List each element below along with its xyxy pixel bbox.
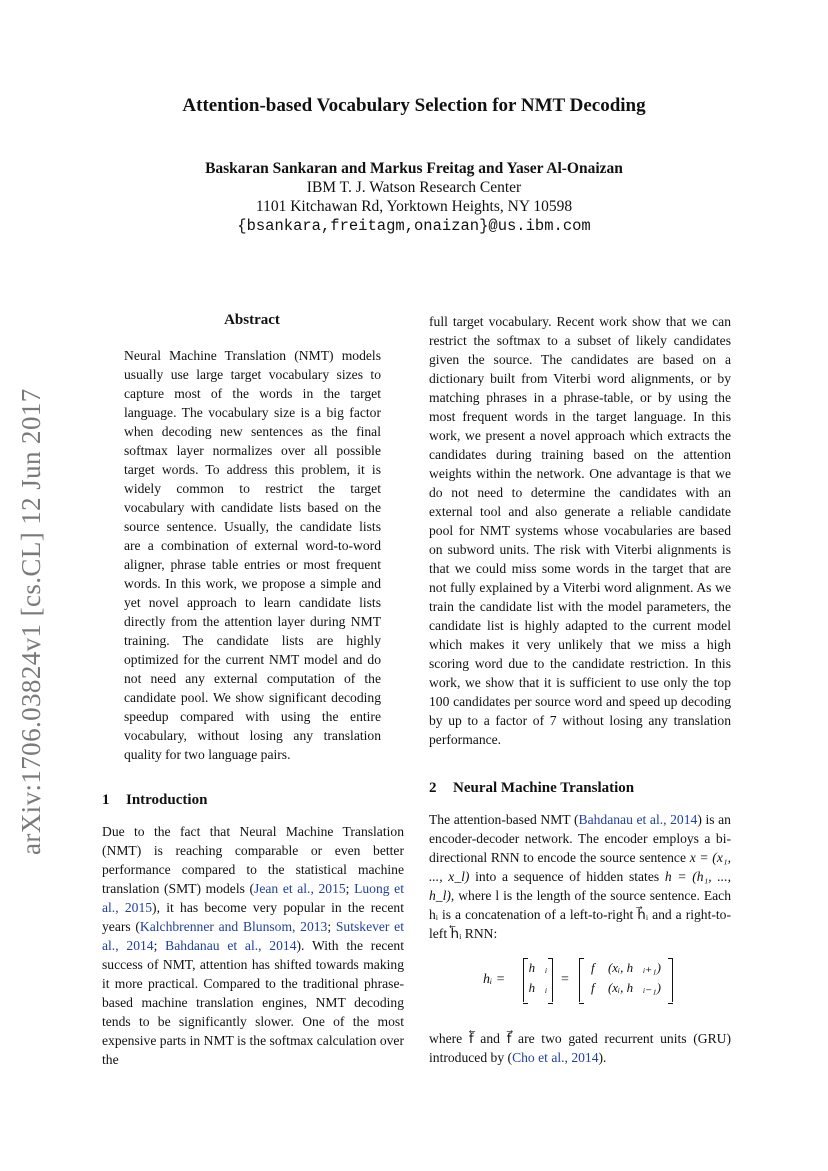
section-2-paragraph-2 xyxy=(429,1029,731,1067)
section-1-paragraph xyxy=(102,822,404,1069)
math-inline: h = (h₁, ..., h_l) xyxy=(429,869,731,903)
matrix-left xyxy=(523,958,553,1002)
affiliation-address: 1101 Kitchawan Rd, Yorktown Heights, NY 10598 xyxy=(255,198,573,215)
text-run: into a sequence of hidden states xyxy=(469,869,665,884)
arxiv-stamp: arXiv:1706.03824v1 [cs.CL] 12 Jun 2017 xyxy=(16,388,46,855)
equation-lhs: hᵢ = xyxy=(483,972,506,987)
section-2-heading xyxy=(429,780,634,797)
section-number: 1 xyxy=(102,792,110,808)
matrix-cell: f⃗ (xᵢ, h⃗ᵢ₋₁) xyxy=(590,980,661,995)
right-column-paragraph: full target vocabulary. Recent work show that we can restrict the softmax to a subset of likely candidates given the source. The candidates are based on a dictionary built from Viterbi word alignments, or by matching phrases in a phrase-table, or by using the most frequent words in the target language. In this work, we present a novel approach which extracts the candidates during training based on the attention weights within the network. One advantage is that we do not need to determine the candidates with an external tool and also generate a reliable candidate pool for NMT systems whose vocabularies are based on subword units. The risk with Viterbi alignments is that we could miss some words in the target that are not fully explained by a Viterbi word alignment. As we train the candidate list with the model parameters, the candidate list is highly adapted to the current model which makes it very unlikely that we miss a high scoring word due to the candidate restriction. In this work, we show that it is sufficient to use only the top 100 candidates per source word and speed up decoding by up to a factor of 7 without losing any translation performance. xyxy=(429,314,731,747)
citation-link[interactable]: Cho et al., 2014 xyxy=(512,1050,599,1065)
text-run: ; xyxy=(327,919,336,934)
section-2-paragraph xyxy=(429,810,731,943)
text-run: , where l is the length of the source sentence. Each hᵢ is a concatenation of a left-to-right h⃗ᵢ and a right-to-left h⃖ᵢ RNN: xyxy=(429,888,731,941)
affiliation-institution: IBM T. J. Watson Research Center xyxy=(306,179,522,196)
equals-sign: = xyxy=(561,972,569,987)
citation-link[interactable]: Bahdanau et al., 2014 xyxy=(578,812,698,827)
citation-link[interactable]: Bahdanau et al., 2014 xyxy=(165,938,297,953)
matrix-right xyxy=(579,958,673,1002)
citation-link[interactable]: Jean et al., 2015 xyxy=(254,881,346,896)
paper-title: Attention-based Vocabulary Selection for NMT Decoding xyxy=(182,95,646,116)
matrix-cell: h⃖ᵢ xyxy=(528,960,548,975)
author-list: Baskaran Sankaran and Markus Freitag and Yaser Al-Onaizan xyxy=(205,160,623,177)
abstract-text: Neural Machine Translation (NMT) models usually use large target vocabulary sizes to capture most of the words in the target language. The vocabulary size is a big factor when decoding new sentences as the final softmax layer normalizes over all possible target words. To address this problem, it is widely common to restrict the target vocabulary with candidate lists based on the source sentence. Usually, the candidate lists are a combination of external word-to-word aligner, phrase table entries or most frequent words. In this work, we propose a simple and yet novel approach to learn candidate lists directly from the attention layer during NMT training. The candidate lists are highly optimized for the current NMT model and do not need any external computation of the candidate pool. We show significant decoding speedup compared with using the entire vocabulary, without losing any translation quality for two language pairs. xyxy=(124,348,381,762)
abstract-heading: Abstract xyxy=(224,312,280,328)
citation-link[interactable]: Luong et al., 2015 xyxy=(102,881,404,915)
section-1-heading xyxy=(102,792,207,809)
text-run: where f⃖ and f⃗ are two gated recurrent units (GRU) introduced by ( xyxy=(429,1031,731,1065)
text-run: ), it has become very popular in the recent years ( xyxy=(102,900,404,934)
text-run: ). xyxy=(598,1050,607,1065)
text-run: The attention-based NMT ( xyxy=(429,812,579,827)
equation-hidden-state xyxy=(429,956,731,1006)
text-run: Due to the fact that Neural Machine Translation (NMT) is reaching comparable or even better performance compared to the statistical machine translation (SMT) models ( xyxy=(102,824,404,896)
matrix-cell: h⃗ᵢ xyxy=(528,980,548,995)
section-title: Introduction xyxy=(126,792,208,808)
text-run: ) is an encoder-decoder network. The encoder employs a bi-directional RNN to encode the source sentence xyxy=(429,812,731,865)
math-inline: x = (x₁, ..., x_l) xyxy=(429,850,731,884)
section-title: Neural Machine Translation xyxy=(453,780,635,796)
text-run: ). With the recent success of NMT, attention has shifted towards making it more practical. Compared to the traditional phrase-based machine translation engines, NMT decoding tends to be significantly slower. One of the most expensive parts in NMT is the softmax calculation over the xyxy=(102,938,404,1067)
text-run: ; xyxy=(153,938,166,953)
text-run: ; xyxy=(345,881,355,896)
matrix-cell: f⃖ (xᵢ, h⃖ᵢ₊₁) xyxy=(590,960,661,975)
citation-link[interactable]: Kalchbrenner and Blunsom, 2013 xyxy=(139,919,328,934)
author-emails: {bsankara,freitagm,onaizan}@us.ibm.com xyxy=(237,217,591,235)
section-number: 2 xyxy=(429,780,437,796)
citation-link[interactable]: Sutskever et al., 2014 xyxy=(102,919,404,953)
